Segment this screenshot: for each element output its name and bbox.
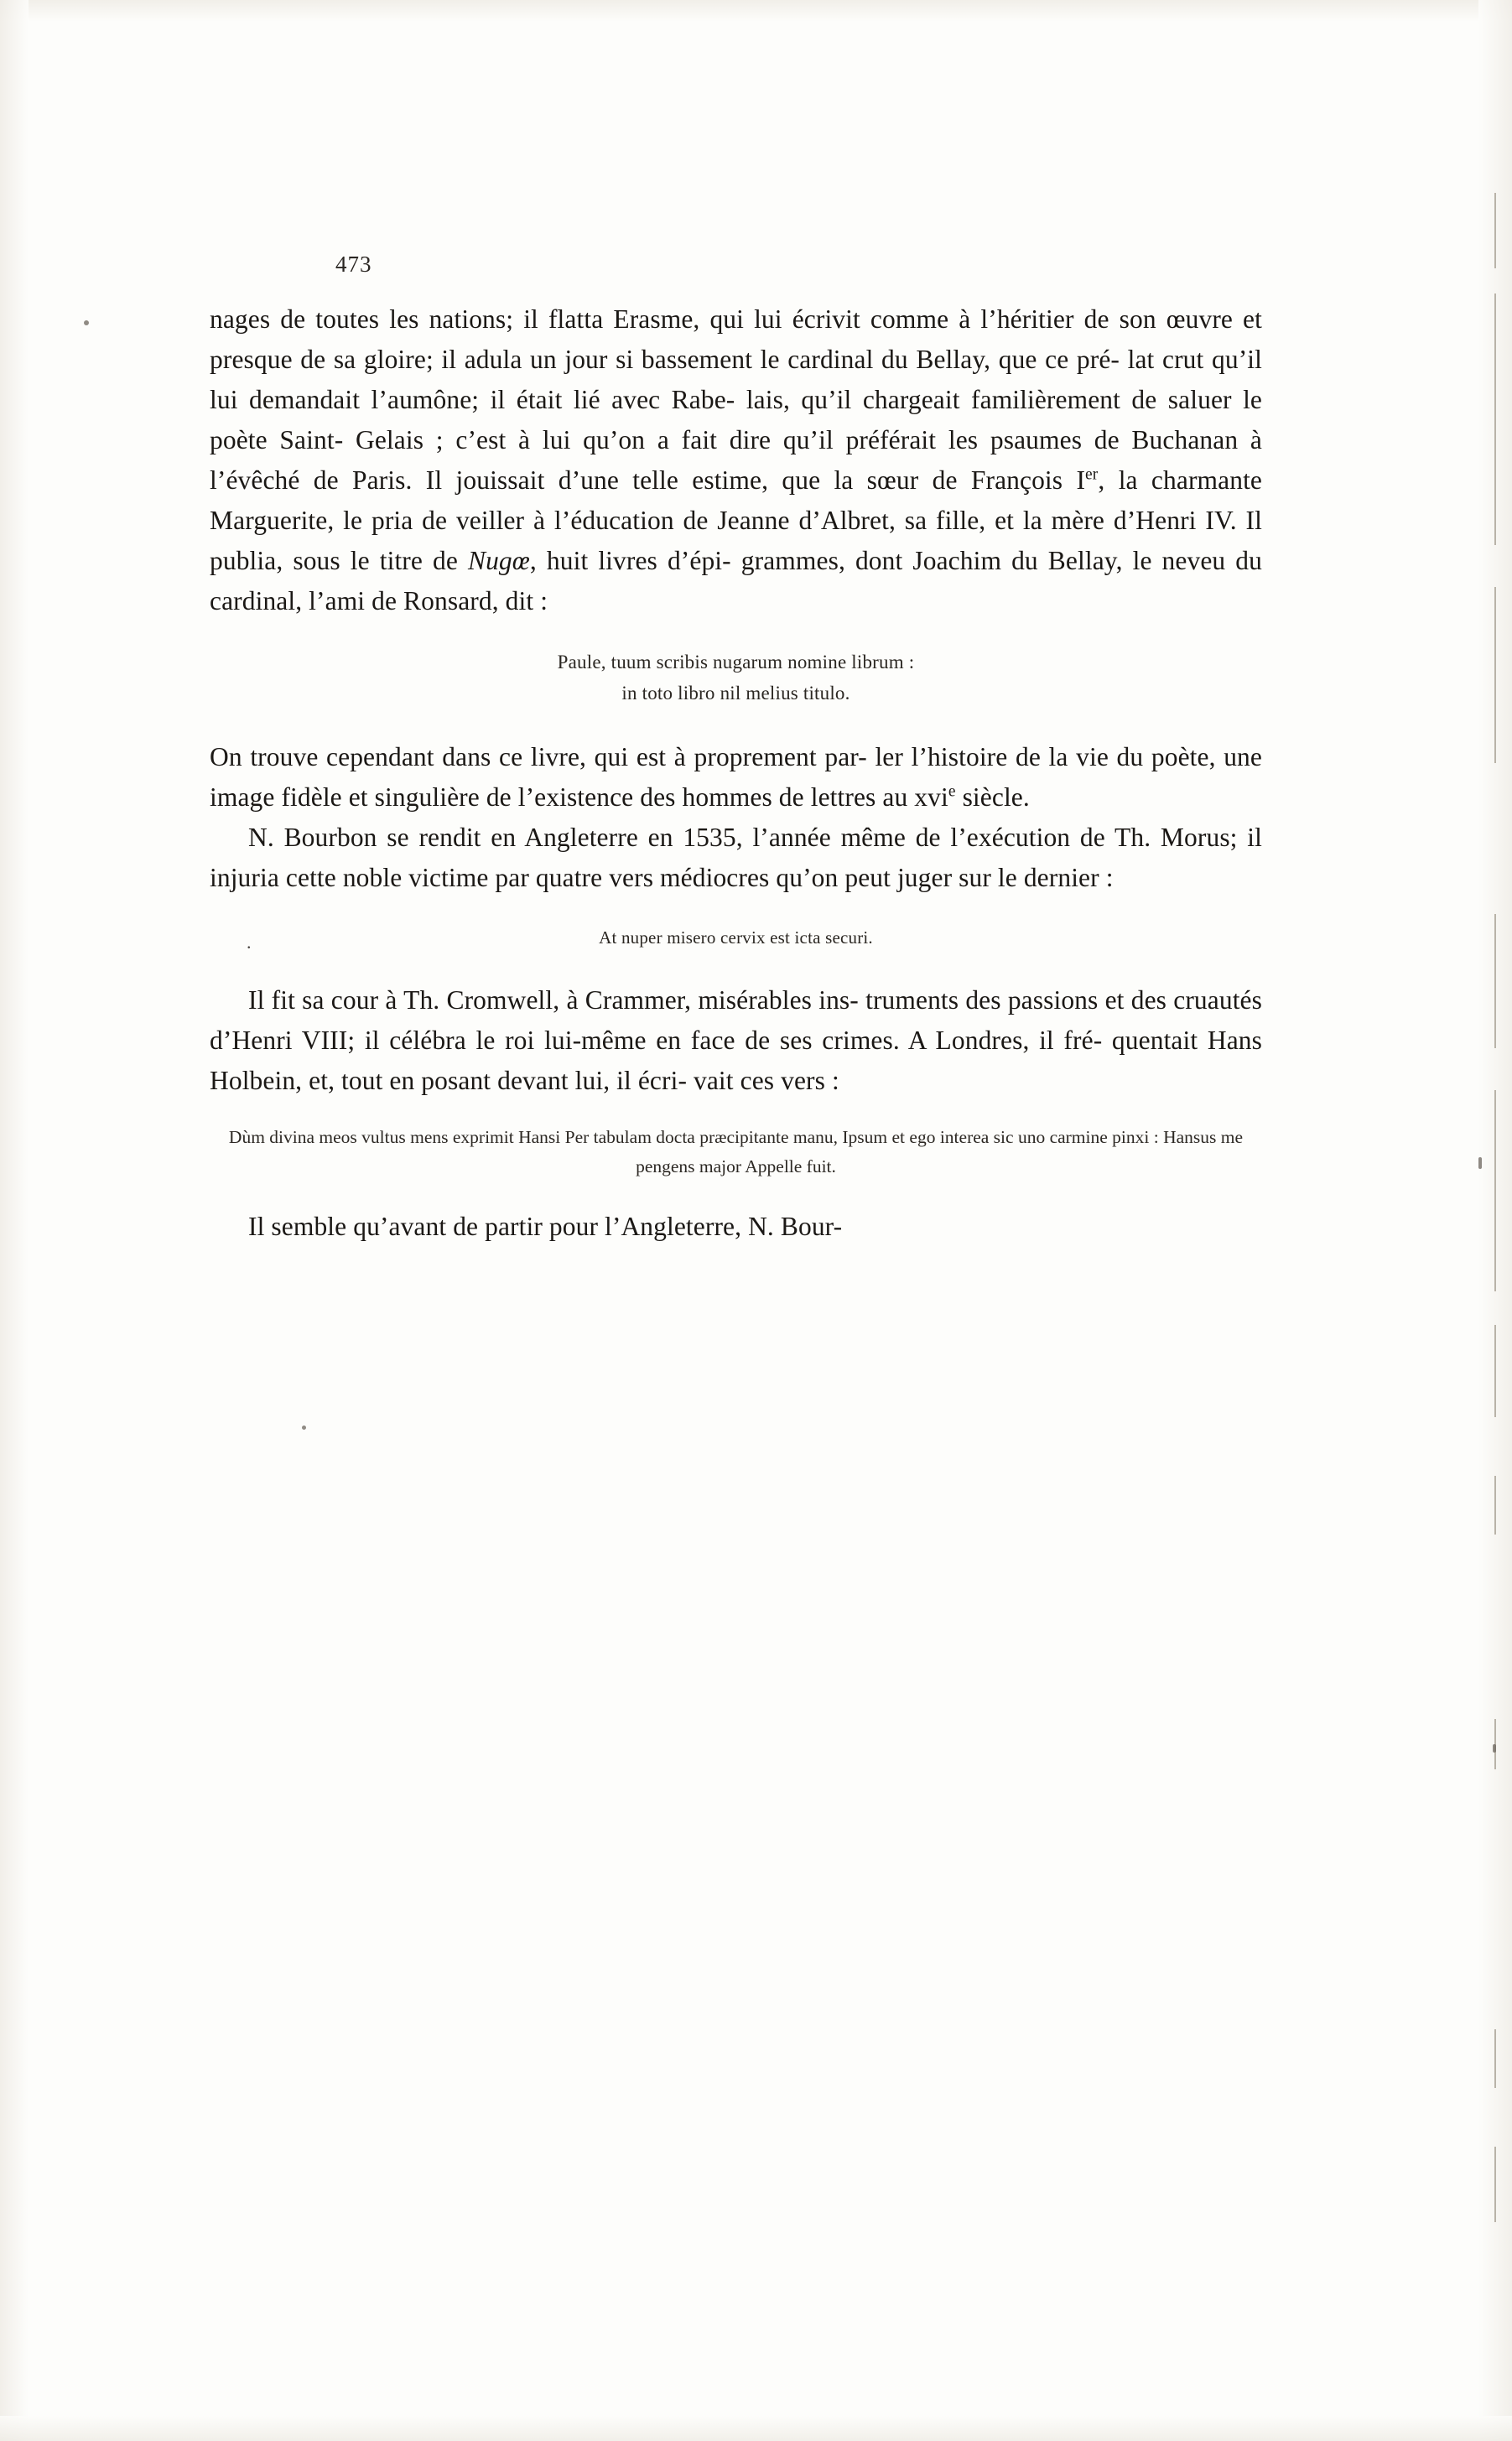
paragraph-1: nages de toutes les nations; il flatta Erasme, qui lui écrivit comme à l’héritier de son œuvre et presque de sa gloire; il adula un jour si bassement le cardinal du Bellay, que ce pré- lat crut qu’il lui demandait l’aumône; il était lié avec Rabe- lais, qu’il chargeait familièrement de saluer le poète Saint- Gelais ; c’est à lui qu’on a fait dire qu’il préférait les psaumes de Buchanan à l’évêché de Paris. Il jouissait d’une telle estime, que la sœur de François Ier, la charmante Marguerite, le pria de veiller à l’éducation de Jeanne d’Albret, sa fille, et la mère d’Henri IV. Il publia, sous le titre de Nugœ, huit livres d’épi- grammes, dont Joachim du Bellay, le neveu du cardinal, l’ami de Ronsard, dit : (210, 304, 1262, 615)
quote-line: At nuper misero cervix est icta securi. (599, 927, 873, 948)
quote-line: Per tabulam docta præcipitante manu, (564, 1127, 839, 1147)
quote-line: Paule, tuum scribis nugarum nomine librum : (557, 652, 915, 673)
scan-edge-bottom (0, 2416, 1512, 2441)
quote-line: in toto libro nil melius titulo. (621, 683, 850, 704)
quote-line: Ipsum et ego interea sic uno carmine pinxi : (842, 1127, 1159, 1147)
margin-dot: . (247, 932, 252, 953)
quote-line: Dùm divina meos vultus mens exprimit Hansi (228, 1127, 561, 1147)
ink-speck (1493, 1744, 1496, 1753)
ink-speck (1478, 1157, 1482, 1169)
latin-quote-3 (210, 1123, 1262, 1182)
ink-speck (302, 1426, 306, 1430)
page-content (210, 252, 1262, 1247)
quote-line: Hansus me pengens major Appelle fuit. (636, 1127, 1244, 1176)
latin-quote-1 (210, 647, 1262, 709)
paragraph-2: On trouve cependant dans ce livre, qui est à proprement par- ler l’histoire de la vie du poète, une image fidèle et singulière de l’existence des hommes de lettres au xvi$^e$ siècle. (210, 742, 1262, 812)
latin-quote-2 (210, 923, 1262, 952)
paragraph-4: Il fit sa cour à Th. Cromwell, à Crammer, misérables ins- truments des passions et des cruautés d’Henri VIII; il célébra le roi lui-même en face de ses crimes. A Londres, il fré- quentait Hans Holbein, et, tout en posant devant lui, il écri- vait ces vers : (210, 985, 1262, 1095)
paragraph-5: Il semble qu’avant de partir pour l’Angleterre, N. Bour- (248, 1212, 843, 1241)
paragraph-3: N. Bourbon se rendit en Angleterre en 1535, l’année même de l’exécution de Th. Morus; il injuria cette noble victime par quatre vers médiocres qu’on peut juger sur le dernier : (210, 823, 1262, 892)
ink-speck (84, 320, 89, 325)
folio-number: 473 (335, 252, 372, 277)
scan-edge-left (0, 0, 29, 2441)
scan-edge-top (0, 0, 1512, 22)
